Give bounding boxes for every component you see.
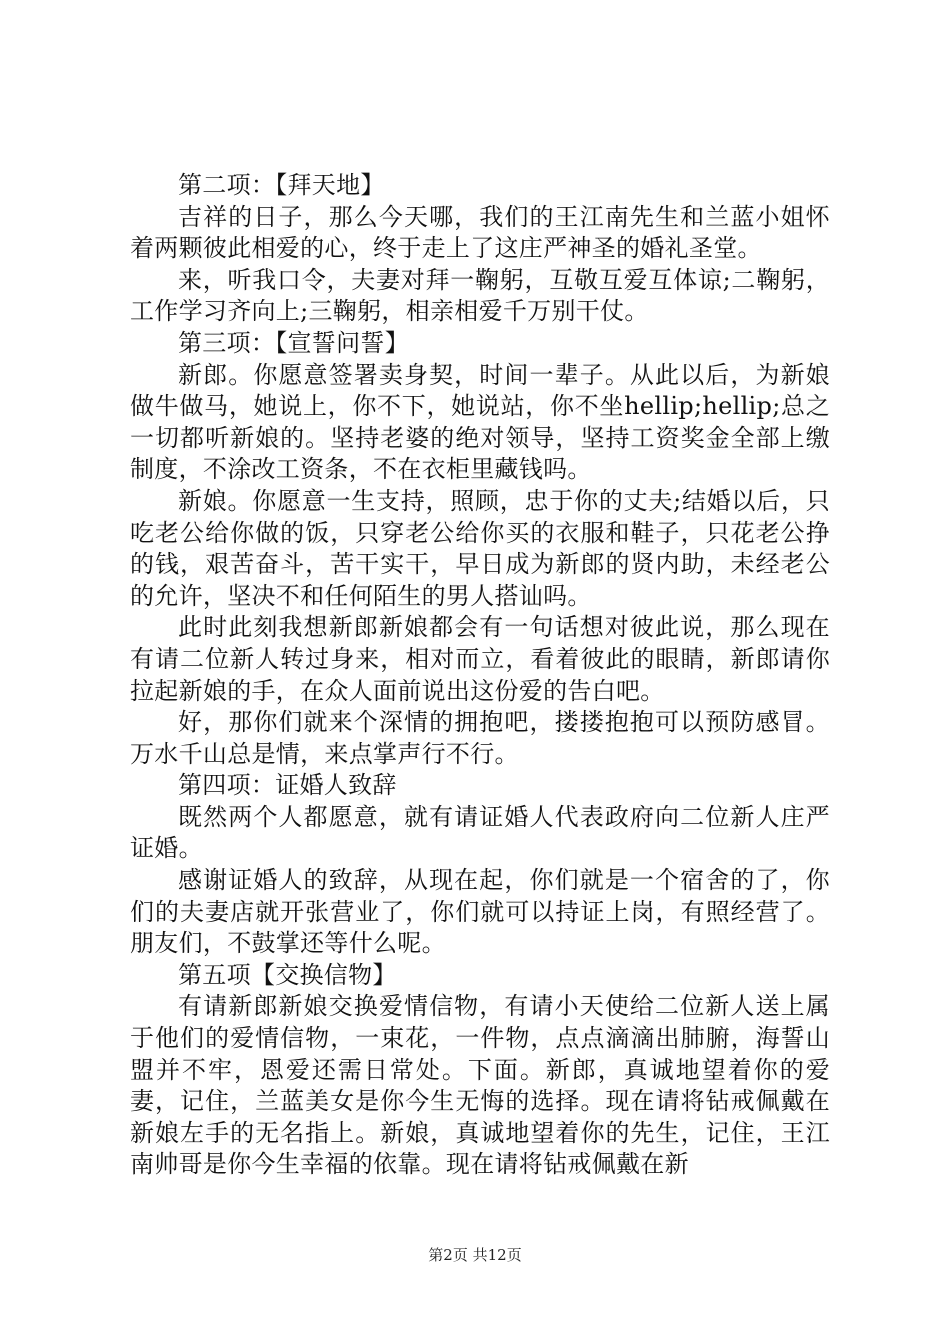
body-paragraph: 来，听我口令，夫妻对拜一鞠躬，互敬互爱互体谅;二鞠躬，工作学习齐向上;三鞠躬，相亲相爱千万别干仗。 bbox=[130, 265, 830, 326]
body-paragraph: 新娘。你愿意一生支持，照顾，忠于你的丈夫;结婚以后，只吃老公给你做的饭，只穿老公给你买的衣服和鞋子，只花老公挣的钱，艰苦奋斗，苦干实干，早日成为新郎的贤内助，未经老公的允许，坚决不和任何陌生的男人搭讪吗。 bbox=[130, 486, 830, 610]
body-paragraph: 有请新郎新娘交换爱情信物，有请小天使给二位新人送上属于他们的爱情信物，一束花，一件物，点点滴滴出肺腑，海誓山盟并不牢，恩爱还需日常处。下面。新郎，真诚地望着你的爱妻，记住，兰蓝美女是你今生无悔的选择。现在请将钻戒佩戴在新娘左手的无名指上。新娘，真诚地望着你的先生，记住，王江南帅哥是你今生幸福的依靠。现在请将钻戒佩戴在新 bbox=[130, 992, 830, 1179]
body-paragraph: 感谢证婚人的致辞，从现在起，你们就是一个宿舍的了，你们的夫妻店就开张营业了，你们就可以持证上岗，有照经营了。朋友们，不鼓掌还等什么呢。 bbox=[130, 866, 830, 958]
section-heading-xuan-shi: 第三项：【宣誓问誓】 bbox=[178, 328, 409, 357]
body-paragraph: 新郎。你愿意签署卖身契，时间一辈子。从此以后，为新娘做牛做马，她说上，你不下，她说站，你不坐hellip;hellip;总之一切都听新娘的。坚持老婆的绝对领导，坚持工资奖金全部上缴制度，不涂改工资条，不在衣柜里藏钱吗。 bbox=[130, 360, 830, 484]
body-paragraph: 好，那你们就来个深情的拥抱吧，搂搂抱抱可以预防感冒。万水千山总是情，来点掌声行不行。 bbox=[130, 708, 830, 768]
page-number-footer: 第2页 共12页 bbox=[428, 1246, 522, 1264]
section-heading-bai-tian-di: 第二项：【拜天地】 bbox=[178, 171, 385, 199]
section-heading-zheng-hun-ren: 第四项：证婚人致辞 bbox=[178, 771, 397, 800]
document-body bbox=[130, 170, 830, 1181]
body-paragraph: 此时此刻我想新郎新娘都会有一句话想对彼此说，那么现在有请二位新人转过身来，相对而立，看着彼此的眼睛，新郎请你拉起新娘的手，在众人面前说出这份爱的告白吧。 bbox=[130, 613, 830, 705]
section-heading-jiao-huan-xin-wu: 第五项【交换信物】 bbox=[178, 960, 397, 989]
body-paragraph: 吉祥的日子，那么今天哪，我们的王江南先生和兰蓝小姐怀着两颗彼此相爱的心，终于走上了这庄严神圣的婚礼圣堂。 bbox=[130, 202, 830, 263]
body-paragraph: 既然两个人都愿意，就有请证婚人代表政府向二位新人庄严证婚。 bbox=[130, 802, 830, 863]
